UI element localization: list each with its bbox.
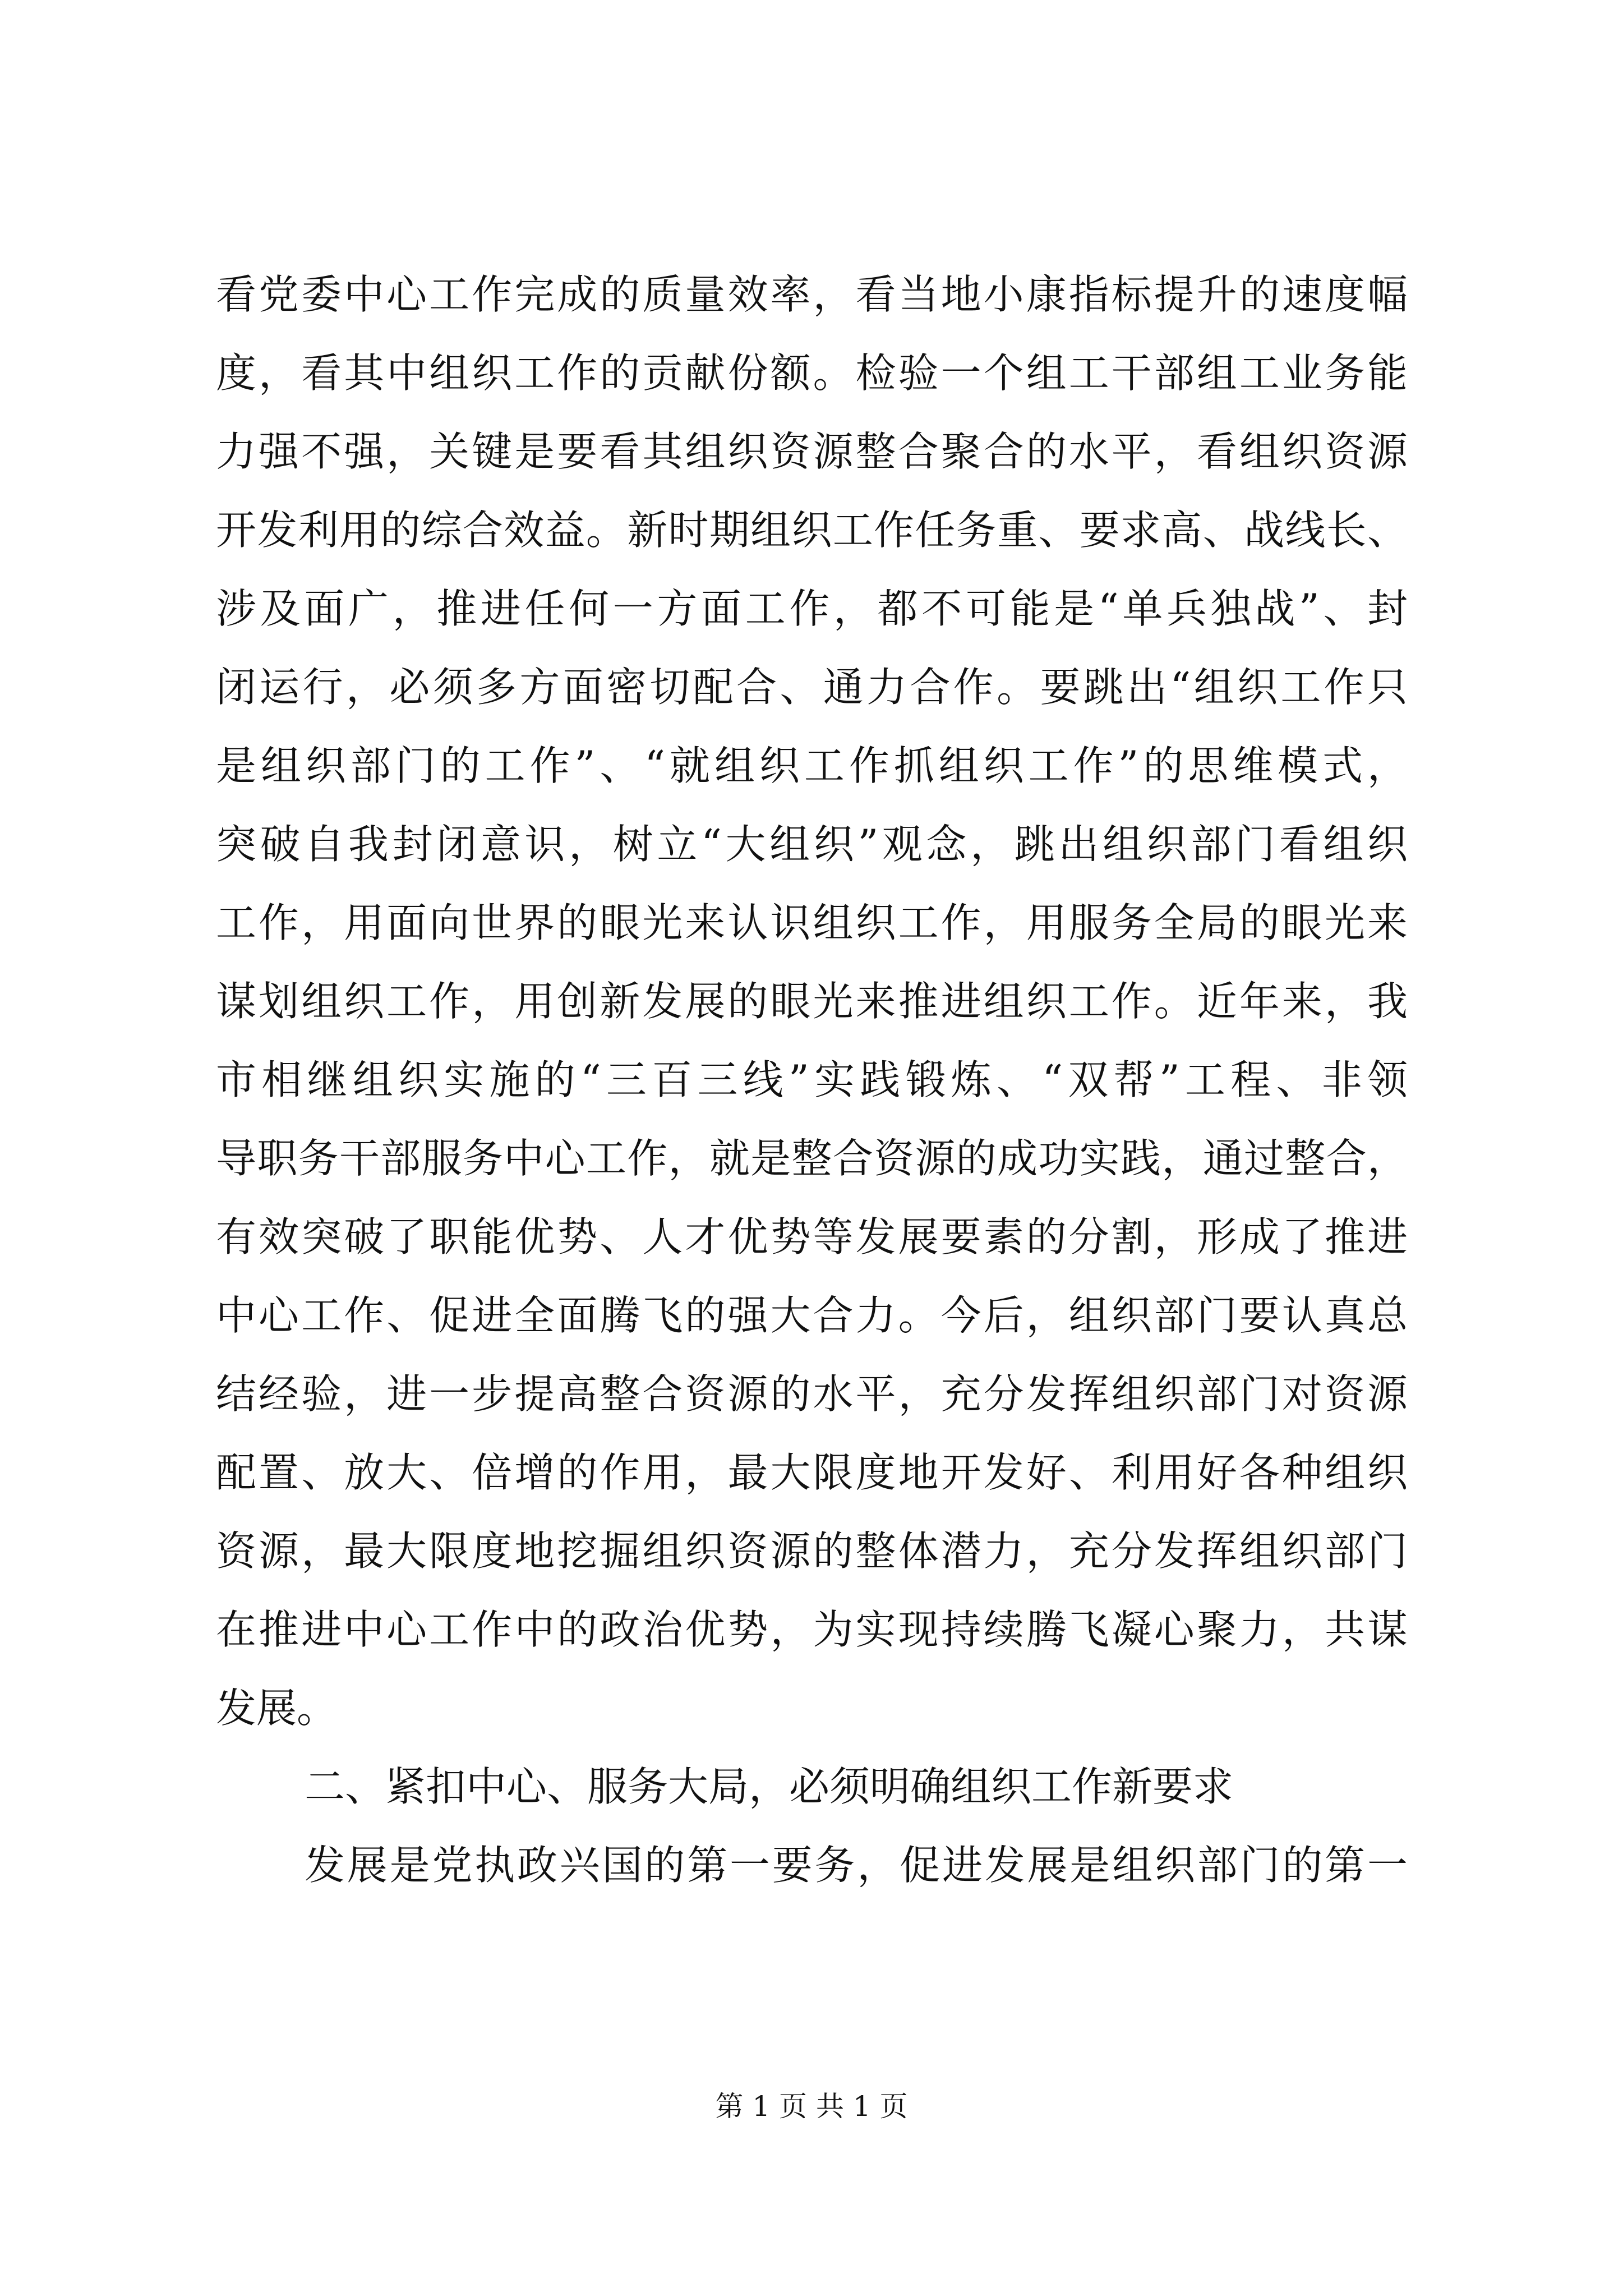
paragraph-line: 闭运行，必须多方面密切配合、通力合作。要跳出“组织工作只 [216,664,1408,711]
paragraph-line: 看党委中心工作完成的质量效率，看当地小康指标提升的速度幅 [216,271,1408,318]
paragraph-line: 力强不强，关键是要看其组织资源整合聚合的水平，看组织资源 [216,428,1408,475]
paragraph-line: 谋划组织工作，用创新发展的眼光来推进组织工作。近年来，我 [216,978,1408,1025]
paragraph-line: 在推进中心工作中的政治优势，为实现持续腾飞凝心聚力，共谋 [216,1606,1408,1653]
paragraph-line: 是组织部门的工作”、“就组织工作抓组织工作”的思维模式， [216,742,1408,789]
paragraph-line: 发展是党执政兴国的第一要务，促进发展是组织部门的第一 [305,1842,1408,1889]
section-heading: 二、紧扣中心、服务大局，必须明确组织工作新要求 [305,1763,1234,1810]
paragraph-line: 涉及面广，推进任何一方面工作，都不可能是“单兵独战”、封 [216,585,1408,632]
paragraph-line: 有效突破了职能优势、人才优势等发展要素的分割，形成了推进 [216,1213,1408,1260]
paragraph-line: 资源，最大限度地挖掘组织资源的整体潜力，充分发挥组织部门 [216,1527,1408,1575]
paragraph-line: 工作，用面向世界的眼光来认识组织工作，用服务全局的眼光来 [216,899,1408,946]
body-text [216,255,1408,1904]
paragraph-line: 开发利用的综合效益。新时期组织工作任务重、要求高、战线长、 [216,507,1408,554]
paragraph-line: 度，看其中组织工作的贡献份额。检验一个组工干部组工业务能 [216,349,1408,397]
paragraph-line: 配置、放大、倍增的作用，最大限度地开发好、利用好各种组织 [216,1449,1408,1496]
paragraph-line: 发展。 [216,1685,338,1732]
paragraph-line: 突破自我封闭意识，树立“大组织”观念，跳出组织部门看组织 [216,821,1408,868]
paragraph-line: 结经验，进一步提高整合资源的水平，充分发挥组织部门对资源 [216,1370,1408,1418]
paragraph-line: 市相继组织实施的“三百三线”实践锻炼、“双帮”工程、非领 [216,1056,1408,1103]
paragraph-line: 导职务干部服务中心工作，就是整合资源的成功实践，通过整合， [216,1135,1408,1182]
page-footer: 第 1 页 共 1 页 [715,2090,908,2123]
paragraph-line: 中心工作、促进全面腾飞的强大合力。今后，组织部门要认真总 [216,1292,1408,1339]
